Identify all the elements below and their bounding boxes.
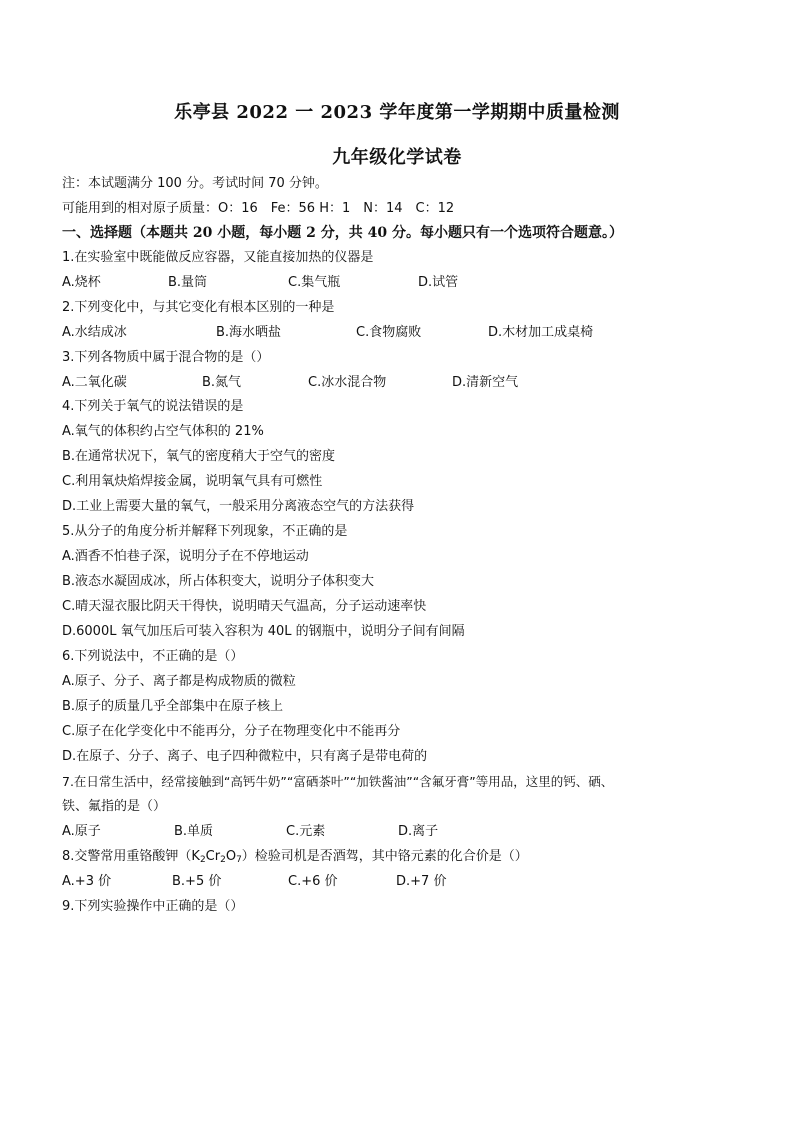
question-4: 4.下列关于氧气的说法错误的是 <box>62 399 244 414</box>
q8-option-c: C.+6 价 <box>288 874 338 889</box>
q7-option-c: C.元素 <box>286 824 326 839</box>
q8-formula-o: O <box>225 849 237 864</box>
q7-option-a: A.原子 <box>62 824 101 839</box>
q5-option-a: A.酒香不怕巷子深，说明分子在不停地运动 <box>62 549 309 564</box>
q6-option-d: D.在原子、分子、离子、电子四种微粒中，只有离子是带电荷的 <box>62 749 428 764</box>
atomic-mass-note: 可能用到的相对原子质量：O：16 Fe：56 H：1 N：14 C：12 <box>62 201 455 216</box>
exam-subtitle: 九年级化学试卷 <box>332 147 462 168</box>
question-1: 1.在实验室中既能做反应容器，又能直接加热的仪器是 <box>62 250 374 265</box>
q2-option-d: D.木材加工成桌椅 <box>488 325 594 340</box>
q1-option-c: C.集气瓶 <box>288 275 341 290</box>
q8-option-d: D.+7 价 <box>396 874 447 889</box>
q8-text-start: 8.交警常用重铬酸钾（K <box>62 849 200 864</box>
q6-option-a: A.原子、分子、离子都是构成物质的微粒 <box>62 674 296 689</box>
q4-option-a: A.氧气的体积约占空气体积的 21% <box>62 424 264 439</box>
q8-formula-cr: Cr <box>205 849 221 864</box>
q6-option-b: B.原子的质量几乎全部集中在原子核上 <box>62 699 284 714</box>
question-6: 6.下列说法中，不正确的是（） <box>62 649 244 664</box>
section-heading: 一、选择题（本题共 20 小题，每小题 2 分，共 40 分。每小题只有一个选项符合题意。） <box>62 225 623 241</box>
q6-option-c: C.原子在化学变化中不能再分，分子在物理变化中不能再分 <box>62 724 401 739</box>
q1-option-a: A.烧杯 <box>62 275 101 290</box>
question-8 <box>62 848 528 866</box>
q4-option-d: D.工业上需要大量的氧气，一般采用分离液态空气的方法获得 <box>62 499 415 514</box>
q3-option-d: D.清新空气 <box>452 375 519 390</box>
question-9: 9.下列实验操作中正确的是（） <box>62 899 244 914</box>
question-5: 5.从分子的角度分析并解释下列现象，不正确的是 <box>62 524 348 539</box>
exam-title: 乐亭县 2022 一 2023 学年度第一学期期中质量检测 <box>174 102 620 123</box>
q4-option-c: C.利用氧炔焰焊接金属，说明氧气具有可燃性 <box>62 474 323 489</box>
q8-text-end: ）检验司机是否酒驾，其中铬元素的化合价是（） <box>241 849 528 864</box>
q2-option-c: C.食物腐败 <box>356 325 422 340</box>
q2-option-a: A.水结成冰 <box>62 325 127 340</box>
q3-option-b: B.氮气 <box>202 375 242 390</box>
q5-option-d: D.6000L 氧气加压后可装入容积为 40L 的钢瓶中，说明分子间有间隔 <box>62 624 465 639</box>
q8-option-a: A.+3 价 <box>62 874 112 889</box>
q3-option-c: C.冰水混合物 <box>308 375 387 390</box>
q1-option-b: B.量筒 <box>168 275 208 290</box>
q8-subscript-o: 7 <box>236 855 242 865</box>
q2-option-b: B.海水晒盐 <box>216 325 282 340</box>
q1-option-d: D.试管 <box>418 275 459 290</box>
q3-option-a: A.二氧化碳 <box>62 375 127 390</box>
question-7-line-2: 铁、氟指的是（） <box>62 799 167 814</box>
q8-subscript-cr: 2 <box>220 855 226 865</box>
exam-note: 注：本试题满分 100 分。考试时间 70 分钟。 <box>62 176 328 191</box>
question-2: 2.下列变化中，与其它变化有根本区别的一种是 <box>62 300 335 315</box>
q4-option-b: B.在通常状况下，氧气的密度稍大于空气的密度 <box>62 449 336 464</box>
question-3: 3.下列各物质中属于混合物的是（） <box>62 350 270 365</box>
q7-option-d: D.离子 <box>398 824 439 839</box>
q8-subscript-k: 2 <box>199 855 206 865</box>
q8-option-b: B.+5 价 <box>172 874 222 889</box>
q5-option-c: C.晴天湿衣服比阴天干得快，说明晴天气温高，分子运动速率快 <box>62 599 427 614</box>
question-7-line-1: 7.在日常生活中，经常接触到“高钙牛奶”“富硒茶叶”“加铁酱油”“含氟牙膏”等用品，这里的钙、硒、 <box>62 774 614 789</box>
q5-option-b: B.液态水凝固成冰，所占体积变大，说明分子体积变大 <box>62 574 375 589</box>
q7-option-b: B.单质 <box>174 824 214 839</box>
